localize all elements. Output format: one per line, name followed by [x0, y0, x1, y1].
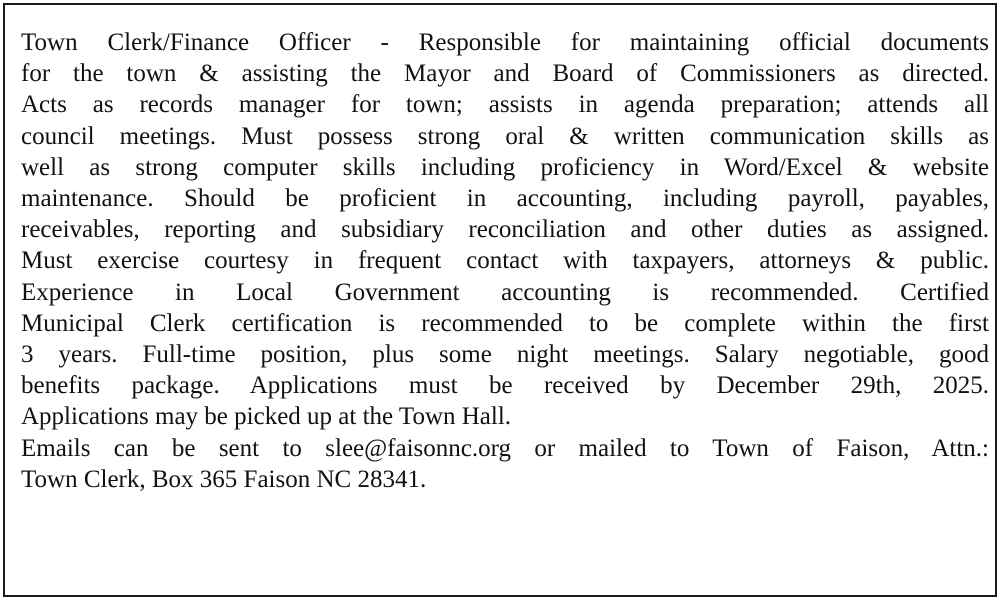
text-line: Town Clerk/Finance Officer - Responsible for maintaining official documents [21, 29, 989, 56]
text-line: Acts as records manager for town; assists in agenda preparation; attends all [21, 91, 989, 119]
classified-ad-body [21, 27, 989, 495]
text-line: benefits package. Applications must be received by December 29th, 2025. [21, 372, 989, 400]
text-line: Municipal Clerk certification is recommended to be complete within the first [21, 309, 989, 337]
text-line: 3 years. Full-time position, plus some night meetings. Salary negotiable, good [21, 341, 989, 369]
text-line: well as strong computer skills including proficiency in Word/Excel & website [21, 153, 989, 181]
contact-paragraph [21, 433, 989, 495]
contact-line: Town Clerk, Box 365 Faison NC 28341. [21, 465, 427, 493]
text-line: maintenance. Should be proficient in accounting, including payroll, payables, [21, 185, 989, 213]
contact-line: Emails can be sent to slee@faisonnc.org or mailed to Town of Faison, Attn.: [21, 434, 989, 462]
text-line: Applications may be picked up at the Town Hall. [21, 403, 512, 431]
classified-ad-frame [3, 3, 997, 597]
job-description-paragraph [21, 27, 989, 433]
text-line: Must exercise courtesy in frequent contact with taxpayers, attorneys & public. [21, 247, 989, 275]
text-line: council meetings. Must possess strong oral & written communication skills as [21, 122, 989, 150]
text-line: Experience in Local Government accounting is recommended. Certified [21, 278, 989, 306]
text-line: receivables, reporting and subsidiary reconciliation and other duties as assigned. [21, 216, 989, 244]
text-line: for the town & assisting the Mayor and Board of Commissioners as directed. [21, 60, 989, 88]
